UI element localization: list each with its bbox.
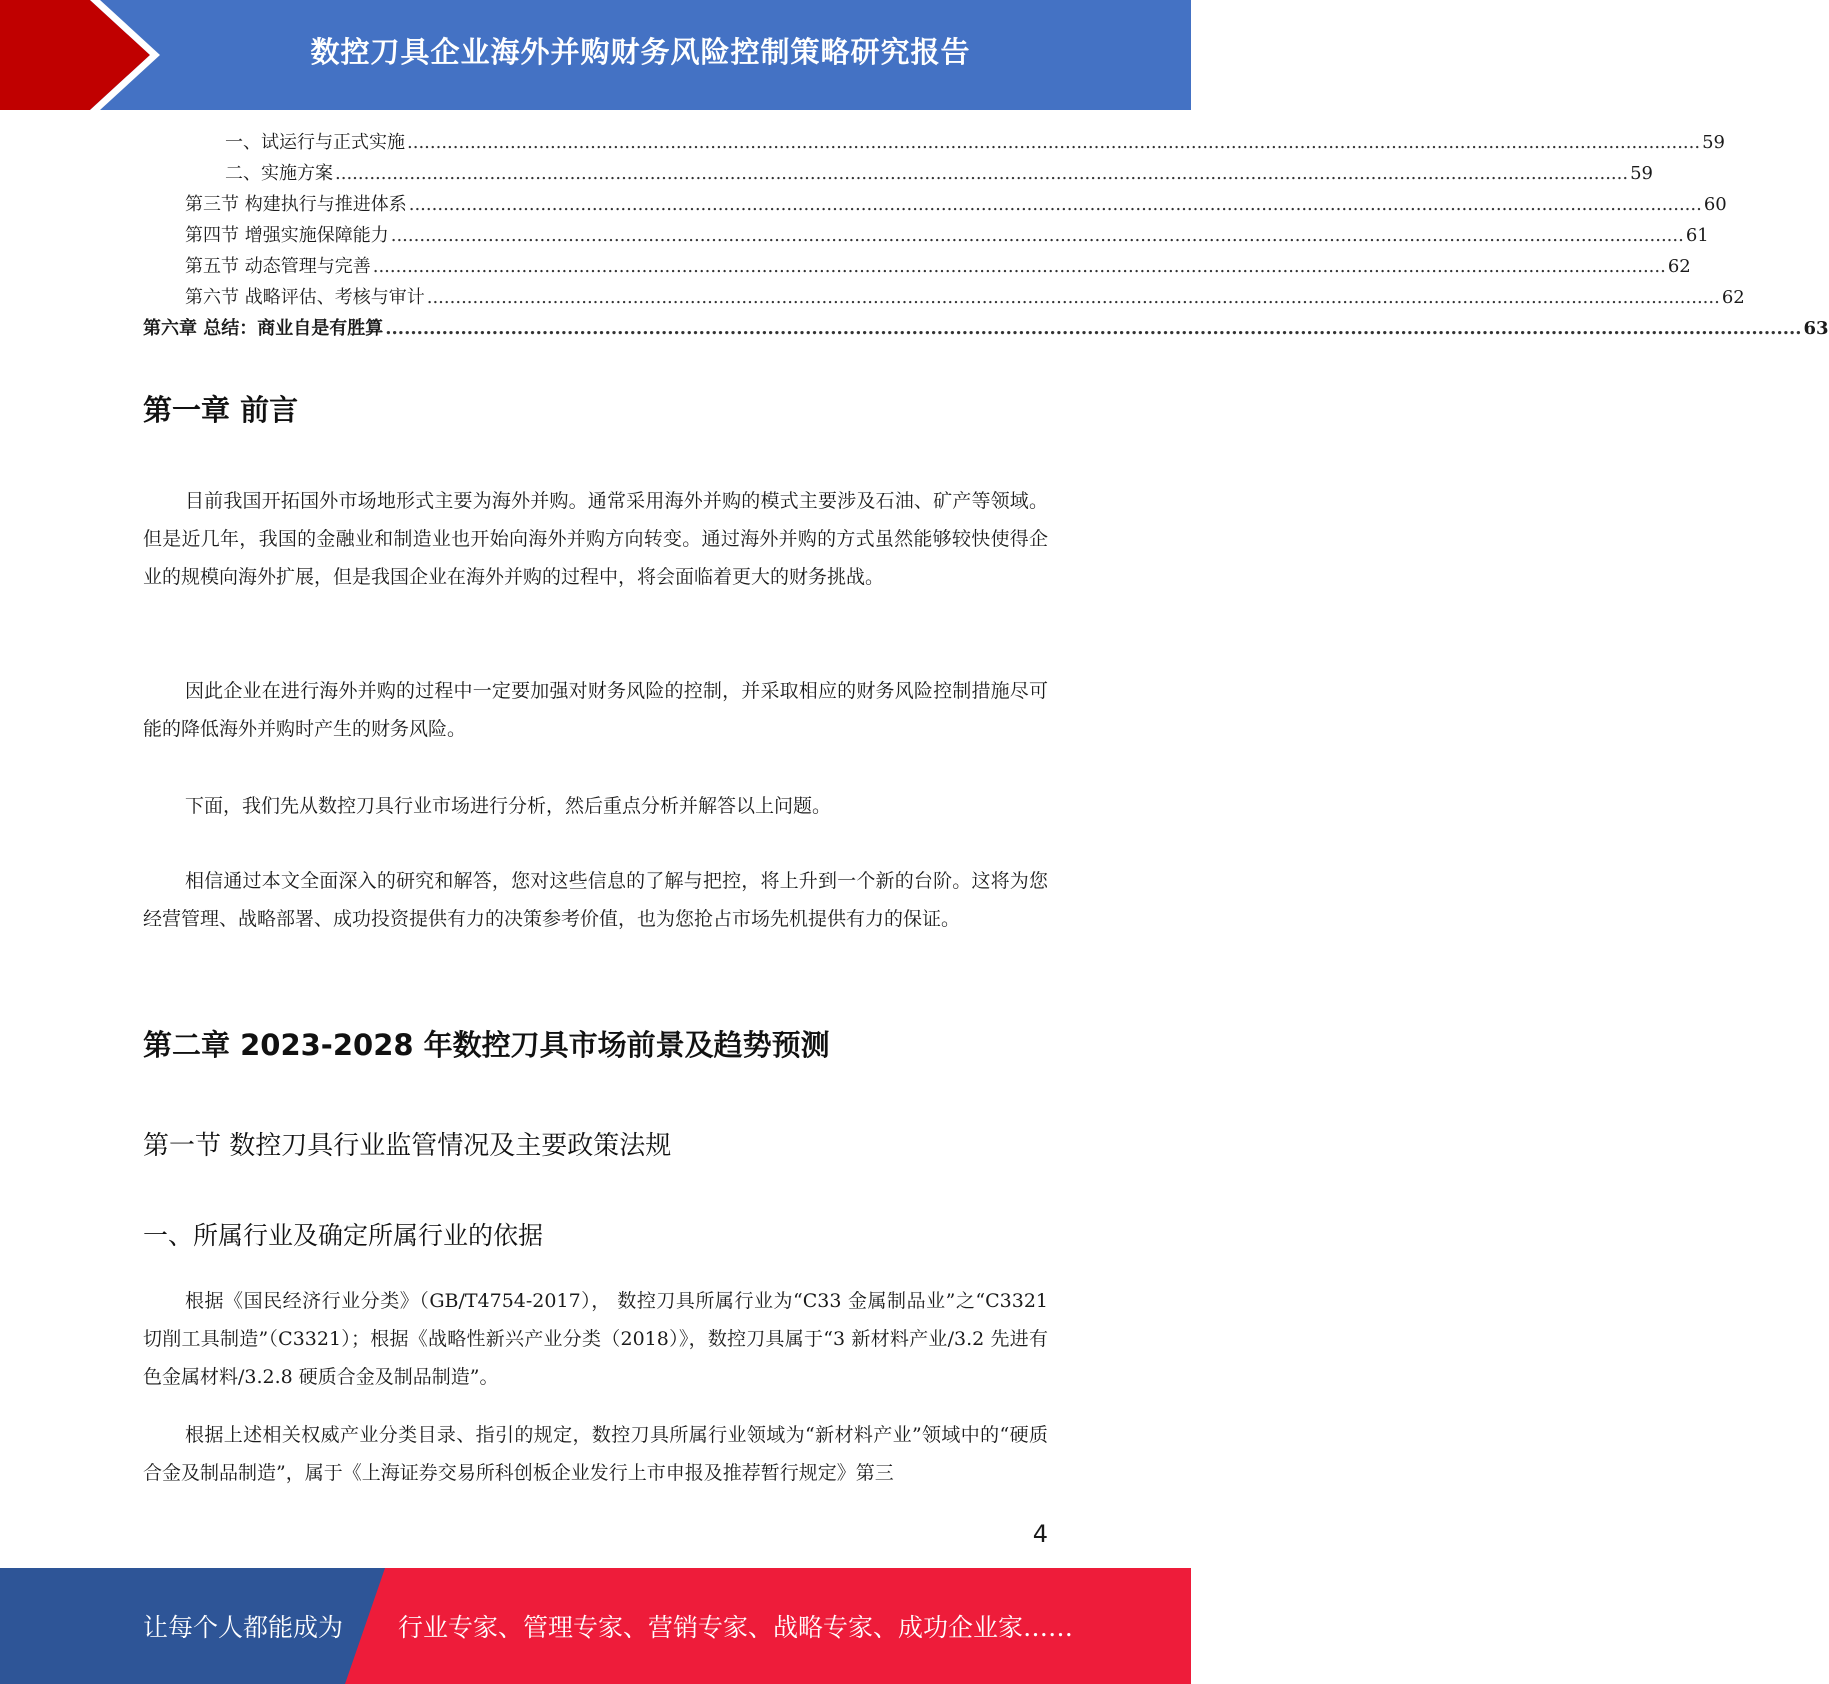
- paragraph: 根据上述相关权威产业分类目录、指引的规定，数控刀具所属行业领域为“新材料产业”领域中的“硬质合金及制品制造”，属于《上海证券交易所科创板企业发行上市申报及推荐暂行规定》第三: [143, 1424, 1048, 1484]
- toc-item-page: 59: [1630, 163, 1654, 184]
- toc-item-title: 第四节 增强实施保障能力: [185, 225, 389, 246]
- paragraph: 目前我国开拓国外市场地形式主要为海外并购。通常采用海外并购的模式主要涉及石油、矿产等领域。但是近几年，我国的金融业和制造业也开始向海外并购方向转变。通过海外并购的方式虽然能够较快使得企业的规模向海外扩展，但是我国企业在海外并购的过程中，将会面临着更大的财务挑战。: [143, 490, 1048, 588]
- header-banner: [0, 0, 1191, 110]
- chapter-heading: 第二章 2023-2028 年数控刀具市场前景及趋势预测: [143, 1028, 830, 1062]
- report-title: 数控刀具企业海外并购财务风险控制策略研究报告: [310, 34, 971, 69]
- section-heading: 第一节 数控刀具行业监管情况及主要政策法规: [143, 1131, 672, 1161]
- toc-leader-dots: ..................................................................................................................................................................................................................................: [390, 225, 1684, 246]
- subsection-heading: 一、所属行业及确定所属行业的依据: [143, 1221, 544, 1250]
- toc-item-page: 61: [1685, 225, 1709, 246]
- footer-slogan-left: 让每个人都能成为: [143, 1613, 344, 1642]
- toc-leader-dots: ..................................................................................................................................................................................................................................: [426, 287, 1720, 308]
- toc-item-title: 第六节 战略评估、考核与审计: [185, 287, 425, 308]
- toc-item-page: 59: [1702, 132, 1726, 153]
- chapter-heading: 第一章 前言: [143, 393, 299, 427]
- page-number: 4: [1032, 1520, 1048, 1548]
- paragraph: 下面，我们先从数控刀具行业市场进行分析，然后重点分析并解答以上问题。: [185, 795, 832, 817]
- toc-item-title: 第六章 总结：商业自是有胜算: [143, 318, 384, 339]
- toc-item[interactable]: [143, 221, 1709, 252]
- paragraph: 因此企业在进行海外并购的过程中一定要加强对财务风险的控制，并采取相应的财务风险控制措施尽可能的降低海外并购时产生的财务风险。: [143, 680, 1048, 740]
- toc-item[interactable]: [143, 252, 1691, 283]
- toc-item-title: 第五节 动态管理与完善: [185, 256, 371, 277]
- toc-item[interactable]: [143, 190, 1727, 221]
- paragraph: 相信通过本文全面深入的研究和解答，您对这些信息的了解与把控，将上升到一个新的台阶。这将为您经营管理、战略部署、成功投资提供有力的决策参考价值，也为您抢占市场先机提供有力的保证。: [143, 870, 1048, 930]
- paragraph: 根据《国民经济行业分类》（GB/T4754-2017）， 数控刀具所属行业为“C33 金属制品业”之“C3321 切削工具制造”（C3321）；根据《战略性新兴产业分类（2018）》，数控刀具属于“3 新材料产业/3.2 先进有色金属材料/3.2.8 硬质合金及制品制造”。: [143, 1290, 1048, 1388]
- toc-item-page: 62: [1721, 287, 1745, 308]
- toc-item-page: 60: [1703, 194, 1727, 215]
- toc-item-title: 第三节 构建执行与推进体系: [185, 194, 407, 215]
- toc-leader-dots: ..................................................................................................................................................................................................................................: [372, 256, 1666, 277]
- toc-item[interactable]: [143, 314, 1829, 345]
- toc-item[interactable]: [143, 283, 1745, 314]
- toc-item-title: 一、试运行与正式实施: [225, 132, 405, 153]
- toc-item[interactable]: [143, 159, 1654, 190]
- toc-item-title: 二、实施方案: [225, 163, 333, 184]
- table-of-contents: [143, 128, 1829, 345]
- header-red-arrow: [0, 0, 150, 110]
- toc-item-page: 63: [1803, 318, 1829, 339]
- footer-slogan-right: 行业专家、管理专家、营销专家、战略专家、成功企业家……: [398, 1613, 1074, 1642]
- toc-leader-dots: ..................................................................................................................................................................................................................................: [407, 132, 1701, 153]
- footer-banner: [0, 1568, 1191, 1684]
- toc-item[interactable]: [143, 128, 1726, 159]
- toc-item-page: 62: [1667, 256, 1691, 277]
- toc-leader-dots: ..................................................................................................................................................................................................................................: [408, 194, 1702, 215]
- toc-leader-dots: ..................................................................................................................................................................................................................................: [335, 163, 1629, 184]
- toc-leader-dots: ..................................................................................................................................................................................................................................: [385, 318, 1802, 339]
